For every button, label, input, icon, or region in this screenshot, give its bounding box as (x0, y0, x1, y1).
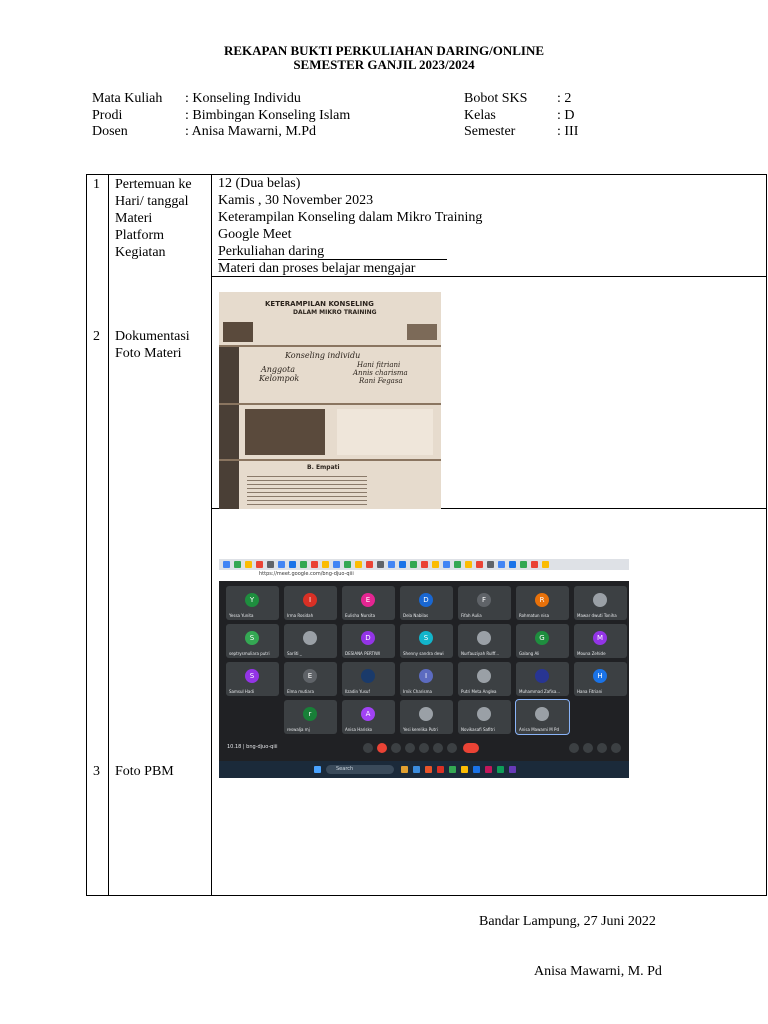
participant-avatar: S (245, 631, 259, 645)
participant-avatar: r (303, 707, 317, 721)
leave-call-icon (463, 743, 479, 753)
slide-members (219, 347, 441, 405)
browser-tab-icon (399, 561, 406, 568)
participant-avatar: A (361, 707, 375, 721)
participant-avatar: H (593, 669, 607, 683)
browser-tab-icon (509, 561, 516, 568)
participant-tile (400, 700, 453, 734)
browser-address-bar (219, 570, 629, 581)
participant-tile (342, 624, 395, 658)
participant-name: DESIANA PERTIWI (345, 651, 381, 656)
more-options-icon (447, 743, 457, 753)
browser-tab-icon (465, 561, 472, 568)
participant-avatar (477, 707, 491, 721)
browser-tab-icon (421, 561, 428, 568)
participant-name: Fifah Aulia (461, 613, 482, 618)
participant-name: Sarliti _ (287, 651, 302, 656)
participant-tile (458, 586, 511, 620)
prodi-value: : Bimbingan Konseling Islam (185, 108, 351, 123)
participant-avatar: I (303, 593, 317, 607)
participant-tile (226, 586, 279, 620)
participant-name: Muhammad Zafisa... (519, 689, 561, 694)
browser-tab-icon (366, 561, 373, 568)
participant-name: Ilzadin Yusuf (345, 689, 370, 694)
document-title: REKAPAN BUKTI PERKULIAHAN DARING/ONLINE (223, 43, 545, 58)
participant-tile (400, 662, 453, 696)
participant-name: Shenny sandra dewi (403, 651, 444, 656)
browser-tab-icon (487, 561, 494, 568)
participant-tile (516, 700, 569, 734)
material-slides-photo (219, 292, 441, 509)
label-platform: Platform (115, 228, 164, 243)
participant-avatar: G (535, 631, 549, 645)
participant-tile (458, 662, 511, 696)
label-pertemuan: Pertemuan ke (115, 177, 192, 192)
browser-tab-icon (300, 561, 307, 568)
browser-tab-icon (520, 561, 527, 568)
sks-value: : 2 (557, 91, 572, 106)
taskbar-app-icon (401, 766, 408, 773)
participant-avatar (535, 669, 549, 683)
value-hari-tanggal: Kamis , 30 November 2023 (218, 193, 374, 208)
browser-tab-bar (219, 559, 629, 570)
taskbar-app-icon (497, 766, 504, 773)
emoji-icon (405, 743, 415, 753)
value-kegiatan-1: Perkuliahan daring (218, 244, 325, 259)
browser-tab-icon (256, 561, 263, 568)
participant-name: Mouna Zehide (577, 651, 606, 656)
semester-value: : III (557, 124, 579, 139)
participant-tile (226, 624, 279, 658)
participant-avatar: D (419, 593, 433, 607)
row1-labels (115, 176, 192, 261)
participant-name: septrysmuliara putri (229, 651, 270, 656)
slide2-members-label-1: Anggota (261, 365, 295, 374)
participant-avatar (361, 669, 375, 683)
record-table (86, 174, 767, 896)
sks-label: Bobot SKS (464, 91, 528, 106)
browser-tab-icon (388, 561, 395, 568)
participant-name: Yesi kerelika Putri (403, 727, 438, 732)
row-number-1: 1 (93, 177, 100, 192)
camera-off-icon (377, 743, 387, 753)
participant-avatar: F (477, 593, 491, 607)
participant-avatar: R (535, 593, 549, 607)
participant-tile (574, 586, 627, 620)
row2-labels (115, 328, 190, 362)
browser-tab-icon (333, 561, 340, 568)
participant-avatar: E (361, 593, 375, 607)
chat-icon (597, 743, 607, 753)
slide1-image (223, 322, 253, 342)
participant-name: Nurfauziyah Rulff... (461, 651, 500, 656)
browser-url: https://meet.google.com/bng-djuo-qiii (259, 571, 354, 577)
participant-name: reswalja mj (287, 727, 310, 732)
participant-name: Yessa Yunita (229, 613, 254, 618)
browser-tab-icon (542, 561, 549, 568)
slide4-text-lines (247, 473, 367, 505)
slide4-decoration (219, 461, 239, 509)
browser-tab-icon (267, 561, 274, 568)
participant-avatar (477, 631, 491, 645)
label-foto-pbm: Foto PBM (115, 764, 174, 779)
browser-tab-icon (377, 561, 384, 568)
slide-outline (219, 405, 441, 461)
participant-name: Irnik Charisma (403, 689, 432, 694)
mata-kuliah-label: Mata Kuliah (92, 91, 163, 106)
participant-name: Samsul Hadi (229, 689, 254, 694)
participant-tile (342, 662, 395, 696)
table-divider (108, 175, 109, 895)
browser-tab-icon (443, 561, 450, 568)
slide1-image (407, 324, 437, 340)
participant-tile (284, 662, 337, 696)
slide3-list-panel (337, 409, 433, 455)
slide-empati (219, 461, 441, 509)
participant-name: Dela Nabilas (403, 613, 429, 618)
prodi-label: Prodi (92, 108, 123, 123)
participant-avatar: M (593, 631, 607, 645)
slide2-member-1: Hani fitriani (357, 361, 401, 369)
participant-avatar (535, 707, 549, 721)
activities-icon (611, 743, 621, 753)
kelas-label: Kelas (464, 108, 496, 123)
raise-hand-icon (433, 743, 443, 753)
participant-tile (574, 624, 627, 658)
browser-tab-icon (289, 561, 296, 568)
participant-tile (574, 662, 627, 696)
slide2-decoration (219, 347, 239, 403)
taskbar-app-icon (425, 766, 432, 773)
taskbar-app-icon (473, 766, 480, 773)
participant-avatar: Y (245, 593, 259, 607)
slide3-text-panel (245, 409, 325, 455)
browser-tab-icon (498, 561, 505, 568)
participant-avatar (477, 669, 491, 683)
dosen-value: : Anisa Mawarni, M.Pd (185, 124, 317, 139)
participant-name: Putri Meta Anglea (461, 689, 497, 694)
row-number-3: 3 (93, 764, 100, 779)
value-kegiatan-2: Materi dan proses belajar mengajar (218, 261, 416, 276)
slide2-members-label-2: Kelompok (259, 374, 300, 383)
present-icon (419, 743, 429, 753)
participant-tile (342, 700, 395, 734)
people-icon (583, 743, 593, 753)
slide2-member-3: Rani Fegasa (359, 377, 403, 385)
participant-avatar: S (245, 669, 259, 683)
browser-tab-icon (322, 561, 329, 568)
slide1-title-line1: KETERAMPILAN KONSELING (265, 300, 374, 308)
value-platform: Google Meet (218, 227, 292, 242)
participant-avatar (593, 593, 607, 607)
browser-tab-icon (454, 561, 461, 568)
participant-name: Galang Ali (519, 651, 540, 656)
browser-tab-icon (311, 561, 318, 568)
participant-name: Hana Fitriani (577, 689, 603, 694)
participant-tile (458, 624, 511, 658)
participant-name: Irma Rosidah (287, 613, 314, 618)
participant-tile (400, 586, 453, 620)
participant-avatar (419, 707, 433, 721)
label-dokumentasi: Dokumentasi (115, 329, 190, 344)
browser-tab-icon (223, 561, 230, 568)
participant-name: Mawar dwuti Toniha (577, 613, 617, 618)
semester-label: Semester (464, 124, 516, 139)
taskbar-app-icon (485, 766, 492, 773)
mic-icon (363, 743, 373, 753)
browser-tab-icon (355, 561, 362, 568)
participant-tile (516, 624, 569, 658)
participant-tile (516, 586, 569, 620)
taskbar-app-icon (413, 766, 420, 773)
browser-tab-icon (476, 561, 483, 568)
browser-tab-icon (278, 561, 285, 568)
participant-avatar: I (419, 669, 433, 683)
browser-tab-icon (234, 561, 241, 568)
taskbar-app-icon (509, 766, 516, 773)
participant-tile (342, 586, 395, 620)
label-materi: Materi (115, 211, 153, 226)
slide2-member-2: Annis charisma (353, 369, 408, 377)
participant-name: Rohmatun nisa (519, 613, 550, 618)
windows-taskbar (219, 761, 629, 778)
label-hari-tanggal: Hari/ tanggal (115, 194, 189, 209)
taskbar-app-icon (449, 766, 456, 773)
participant-tile (458, 700, 511, 734)
label-kegiatan: Kegiatan (115, 245, 166, 260)
slide3-decoration (219, 405, 239, 459)
participant-name: Anisa Mawarni M Pd (519, 727, 559, 732)
participant-tile (284, 624, 337, 658)
value-pertemuan: 12 (Dua belas) (218, 176, 301, 191)
browser-tab-icon (344, 561, 351, 568)
participant-avatar: D (361, 631, 375, 645)
participant-tile (516, 662, 569, 696)
taskbar-app-icon (437, 766, 444, 773)
info-icon (569, 743, 579, 753)
slide-title (219, 292, 441, 347)
participant-avatar: S (419, 631, 433, 645)
windows-start-icon (314, 766, 321, 773)
taskbar-search: Search (326, 765, 394, 774)
participant-tile (284, 700, 337, 734)
participant-avatar (303, 631, 317, 645)
label-foto-materi: Foto Materi (115, 346, 182, 361)
browser-tab-icon (410, 561, 417, 568)
browser-tab-icon (531, 561, 538, 568)
row-number-2: 2 (93, 329, 100, 344)
participant-tile (226, 662, 279, 696)
participant-avatar: E (303, 669, 317, 683)
participant-name: Eulisha Nursita (345, 613, 376, 618)
signer-name: Anisa Mawarni, M. Pd (534, 964, 662, 979)
participant-name: Elma mutiara (287, 689, 314, 694)
slide2-title: Konseling individu (285, 351, 361, 360)
kegiatan-underline (218, 259, 447, 260)
place-date: Bandar Lampung, 27 Juni 2022 (479, 914, 656, 929)
participant-name: Anisa Harisko (345, 727, 373, 732)
row1-values (218, 175, 482, 277)
taskbar-app-icon (461, 766, 468, 773)
participant-tile (400, 624, 453, 658)
browser-tab-icon (245, 561, 252, 568)
value-materi: Keterampilan Konseling dalam Mikro Training (218, 210, 483, 225)
kelas-value: : D (557, 108, 575, 123)
meet-code: 10.18 | bng-djuo-qiii (227, 744, 278, 750)
document-subtitle: SEMESTER GANJIL 2023/2024 (293, 57, 475, 72)
meet-screenshot (219, 559, 629, 778)
participant-tile (284, 586, 337, 620)
participant-name: Novikasafi Safitri (461, 727, 495, 732)
meet-control-bar (219, 737, 629, 759)
table-divider (211, 175, 212, 895)
dosen-label: Dosen (92, 124, 128, 139)
browser-tab-icon (432, 561, 439, 568)
captions-icon (391, 743, 401, 753)
slide4-title: B. Empati (307, 464, 340, 471)
mata-kuliah-value: : Konseling Individu (185, 91, 301, 106)
slide1-title-line2: DALAM MIKRO TRAINING (293, 309, 377, 316)
